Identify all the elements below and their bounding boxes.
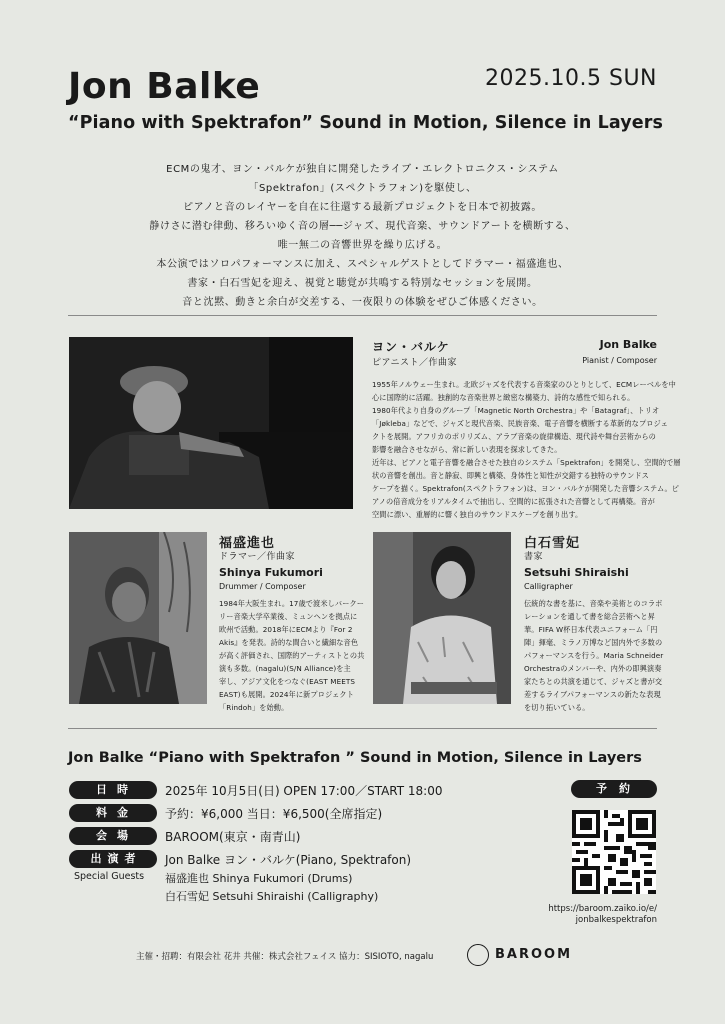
logo-circle-icon: [467, 944, 489, 966]
bio-line: リー音楽大学卒業後、ミュンヘンを拠点に: [219, 612, 358, 621]
label-performers: 出演者: [69, 850, 157, 868]
bio-line: 演も多数。(nagalu)(S/N Alliance)を主: [219, 664, 351, 673]
bio-line: 伝統的な書を基に、音楽や美術とのコラボ: [524, 599, 663, 608]
page-subtitle: “Piano with Spektrafon” Sound in Motion, Silence in Layers: [68, 113, 664, 133]
shinya-fukumori-photo: [69, 532, 207, 704]
shiraishi-name-ja: 白石雪妃: [524, 536, 581, 551]
divider: [68, 728, 657, 729]
shiraishi-name-en: Setsuhi Shiraishi: [524, 566, 629, 579]
bio-line: が高く評価され、国際的アーティストとの共: [219, 651, 365, 660]
balke-bio: [372, 378, 681, 521]
bio-line: 1955年ノルウェー生まれ。北欧ジャズを代表する音楽家のひとりとして、ECMレーベルを中: [372, 380, 676, 389]
value-datetime: 2025年 10月5日(日) OPEN 17:00／START 18:00: [165, 784, 443, 798]
intro-line: 書家・白石雪妃を迎え、視覚と聴覚が共鳴する特別なセッションを展開。: [187, 278, 538, 289]
bio-line: 宰し、アジア文化をつなぐ(EAST MEETS: [219, 677, 355, 686]
bio-line: EAST)も展開。2024年に新プロジェクト: [219, 690, 355, 699]
intro-line: 静けさに潜む律動、移ろいゆく音の層──ジャズ、現代音楽、サウンドアートを横断する、: [149, 221, 576, 232]
guest-shiraishi: 白石雪妃 Setsuhi Shiraishi (Calligraphy): [165, 890, 379, 903]
bio-line: クトを展開。アフリカのポリリズム、アラブ音楽の旋律構造、現代詩や舞台芸術からの: [372, 432, 656, 441]
balke-name-ja: ヨン・バルケ: [372, 340, 450, 354]
qr-code-icon[interactable]: [572, 810, 656, 894]
intro-line: 「Spektrafon」(スペクトラフォン)を駆使し、: [248, 183, 477, 194]
reservation-url-line1[interactable]: https://baroom.zaiko.io/e/: [548, 904, 657, 914]
event-date: 2025.10.5 SUN: [485, 66, 657, 91]
bio-line: 1980年代より自身のグループ「Magnetic North Orchestra」や「Batagraf」、トリオ: [372, 406, 660, 415]
label-price: 料金: [69, 804, 157, 822]
bio-line: ケープを描く。Spektrafon(スペクトラフォン)は、ヨン・バルケが開発した音響システム。ピ: [372, 484, 680, 493]
bio-line: 近年は、ピアノと電子音響を融合させた独自のシステム「Spektrafon」を開発し、空間的で層: [372, 458, 681, 467]
bio-line: 空間に漂い、重層的に響く独自のサウンドスケープを創り出す。: [372, 510, 583, 519]
value-price: 予約：¥6,000 当日：¥6,500(全席指定): [165, 807, 383, 821]
bio-line: 「Jøkleba」などで、ジャズと現代音楽、民族音楽、電子音響を横断する革新的なプロジェ: [372, 419, 668, 428]
fukumori-role-en: Drummer / Composer: [219, 582, 306, 591]
value-performers: Jon Balke ヨン・バルケ(Piano, Spektrafon): [165, 853, 412, 867]
bio-line: 華。FIFA W杯日本代表ユニフォーム「円: [524, 625, 658, 634]
intro-line: 音と沈黙、動きと余白が交差する、一夜限りの体験をぜひご体感ください。: [182, 297, 543, 308]
bio-line: 家たちとの共演を通じて、ジャズと書が交: [524, 677, 663, 686]
shiraishi-bio: [524, 597, 664, 714]
fukumori-role-ja: ドラマー／作曲家: [219, 552, 296, 562]
bio-line: Orchestraのメンバーや、内外の即興演奏: [524, 664, 662, 673]
guest-fukumori: 福盛進也 Shinya Fukumori (Drums): [165, 872, 353, 885]
bio-line: 陣」揮毫、ミラノ万博など国内外で多数の: [524, 638, 663, 647]
intro-line: ピアノと音のレイヤーを自在に往還する最新プロジェクトを日本で初披露。: [183, 202, 542, 213]
shiraishi-role-ja: 書家: [524, 552, 544, 562]
fukumori-bio: [219, 597, 365, 714]
label-venue: 会場: [69, 827, 157, 845]
baroom-logo: [467, 944, 577, 966]
balke-role-en: Pianist / Composer: [582, 356, 657, 365]
intro-line: ECMの鬼才、ヨン・バルケが独自に開発したライブ・エレクトロニクス・システム: [166, 164, 559, 175]
bio-line: アノの倍音成分をリアルタイムで抽出し、空間的に拡張された音響として再構築。音が: [372, 497, 655, 506]
reservation-url-line2[interactable]: jonbalkespektrafon: [575, 915, 657, 925]
label-datetime: 日時: [69, 781, 157, 799]
bio-line: 影響を融合させながら、常に新しい表現を探求してきた。: [372, 445, 562, 454]
bio-line: 差するライブパフォーマンスの新たな表現: [524, 690, 661, 699]
balke-role-ja: ピアニスト／作曲家: [372, 358, 458, 368]
setsuhi-shiraishi-photo: [373, 532, 511, 704]
fukumori-name-en: Shinya Fukumori: [219, 566, 323, 579]
intro-line: 唯一無二の音響世界を繰り広げる。: [277, 240, 448, 251]
logo-text: BAROOM: [495, 947, 573, 962]
credits: 主催・招聘：有限会社 花井 共催：株式会社フェイス 協力：SISIOTO, nagalu: [136, 952, 434, 962]
bio-line: パフォーマンスを行う。Maria Schneider: [524, 651, 664, 660]
bio-line: Akis』を発表。詩的な間合いと繊細な音色: [219, 638, 359, 647]
bio-line: 心に国際的に活躍。独創的な音楽世界と緻密な構築力、詩的な感性で知られる。: [372, 393, 635, 402]
page-title: Jon Balke: [68, 66, 261, 107]
fukumori-name-ja: 福盛進也: [219, 536, 276, 551]
bio-line: レーションを通して書を総合芸術へと昇: [524, 612, 655, 621]
bio-line: 欧州で活動。2018年にECMより『For 2: [219, 625, 353, 634]
jon-balke-photo: [69, 337, 353, 509]
divider: [68, 315, 657, 316]
bio-line: 「Rindoh」を始動。: [219, 703, 289, 712]
event-title: Jon Balke “Piano with Spektrafon ” Sound in Motion, Silence in Layers: [68, 750, 642, 766]
bio-line: を切り拓いている。: [524, 703, 590, 712]
shiraishi-role-en: Calligrapher: [524, 582, 573, 591]
balke-name-en: Jon Balke: [599, 338, 657, 351]
bio-line: 状の音響を創出。音と静寂、即興と構築、身体性と知性が交錯する独特のサウンドス: [372, 471, 649, 480]
intro-text: [50, 160, 675, 312]
value-venue: BAROOM(東京・南青山): [165, 830, 301, 844]
special-guests-label: Special Guests: [74, 871, 145, 882]
bio-line: 1984年大阪生まれ。17歳で渡米しバークー: [219, 599, 365, 608]
intro-line: 本公演ではソロパフォーマンスに加え、スペシャルゲストとしてドラマー・福盛進也、: [156, 259, 569, 270]
reservation-badge: 予約: [571, 780, 657, 798]
